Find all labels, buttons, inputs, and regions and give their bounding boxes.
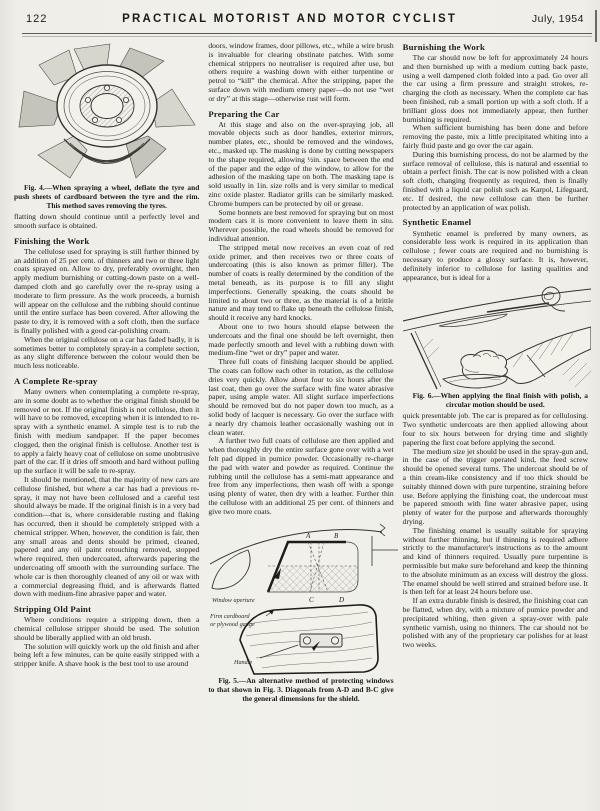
label-a: A — [306, 531, 311, 540]
paragraph: When sufficient burnishing has been done and before removing the paste, mix a little precipitated whiting into a fairly fluid paste and go over the car again. — [402, 123, 588, 151]
paragraph: About one to two hours should elapse between the undercoats and the final one should be left overnight, then made perfectly smooth and level with a rubbing down with medium-fine “wet or dry” paper and water. — [208, 322, 394, 358]
label-b: B — [334, 531, 339, 540]
figure-4-caption: Fig. 4.—When spraying a wheel, deflate the tyre and push sheets of cardboard between the tyre and the rim. This method saves removing the tyres. — [14, 183, 200, 211]
page-edge-mark — [595, 10, 597, 42]
paragraph: At this stage and also on the over-spraying job, all movable objects such as door handles, exterior mirrors, number plates, etc., should be removed and the windows, etc., masked up. The masking is done by cutting newspapers to the shape required, allowing ½in. space between the end of the paper and the edge of the window, to allow for the adhesion of the masking tape on both. The masking tape is sold usually in 1in. size rolls and is very similar to medical zinc oxide plaster. Radiator grills can be similarly masked. Chrome bumpers can be protected by oil or grease. — [208, 119, 394, 208]
paragraph: If an extra durable finish is desired, the finishing coat can be flatted, when dry, with a mixture of pumice powder and precipitated whiting, then given a spray-over with pale synthetic varnish, using no thinners. The car should not be polished with any of the proprietary car polishes for at least two weeks. — [402, 596, 588, 650]
figure-6-caption: Fig. 6.—When applying the final finish with polish, a circular motion should be used. — [412, 391, 588, 410]
figure-4 — [14, 43, 199, 210]
column-1 — [14, 42, 199, 803]
handle-label: Handle — [234, 658, 253, 666]
paragraph: Where conditions require a stripping down, then a chemical cellulose stripper should be used. The solution should be liberally applied with an old brush. — [14, 615, 200, 642]
column-2 — [208, 42, 393, 803]
section-heading-burnishing: Burnishing the Work — [402, 42, 485, 52]
window-shape — [268, 542, 358, 592]
figure-6 — [403, 283, 588, 409]
column-3 — [403, 42, 588, 803]
header-rule-top — [22, 33, 592, 34]
cardboard-gauge-shape — [240, 604, 378, 673]
article-body — [14, 42, 588, 803]
paragraph: flatting down should continue until a perfectly level and smooth surface is obtained. — [14, 212, 200, 230]
journal-title: PRACTICAL MOTORIST AND MOTOR CYCLIST — [122, 12, 458, 26]
label-c: C — [309, 595, 314, 604]
section-heading-finishing: Finishing the Work — [14, 235, 90, 246]
window-aperture-shape — [212, 550, 250, 589]
paragraph: Some bonnets are best removed for spraying but on most modern cars it is more convenient to leave them in situ. Wherever possible, the road wheels should be removed for individual attention. — [208, 207, 394, 244]
paragraph: The stripped metal now receives an even coat of red oxide primer, and then receives two or three coats of undercoating (this is also known as primer filler). The number of coats is really determined by the condition of the metal beneath, as its purpose is to fill any slight imperfections. Generally speaking, the coats should be limited to about two or three, as the material is of a brittle nature and may tend to flake up beneath the cellulose finish, should it receive any hard knocks. — [208, 242, 394, 323]
cardboard-label-line2: or plywood gauge — [210, 620, 256, 628]
section-heading-preparing: Preparing the Car — [208, 108, 280, 119]
masthead — [26, 13, 584, 25]
paragraph: During this burnishing process, do not be alarmed by the surface removal of cellulose, this is natural and essential to obtain a perfect finish. The car is now polished with a clean soft cloth, changing frequently as required, then is finally finished with a liquid car polish such as Karpol, Lifeguard, etc. If desired, the new cellulose can then be further protected by an application of wax polish. — [402, 149, 588, 212]
paragraph: Three full coats of finishing lacquer should be applied. The coats can follow each other in rotation, as the cellulose dries very quickly. Allow about four to six hours after the last coat, then go over the surface with fine water abrasive paper, using ample water. All slight surface imperfections should be removed but do not paper down too much, as a solid body of lacquer is necessary. Go over the surface with a nearly dry chamois leather occasionally washing out in clean water. — [208, 357, 394, 437]
label-d: D — [339, 595, 345, 604]
paragraph: The solution will quickly work up the old finish and after being left a few minutes, can be quite easily stripped with a stripper knife. A shave hook is the best tool to use around — [14, 641, 200, 669]
paragraph: doors, window frames, door pillows, etc., while a wire brush is invaluable for clearing obstinate patches. With some chemical strippers no neutraliser is required after use, but others require a washing down with either turpentine or petrol to “kill” the chemical. After the stripping, paper the surface down with medium emery paper—do not use “wet or dry” at this stage—otherwise rust will form. — [208, 41, 394, 103]
paragraph: Many owners when contemplating a complete re-spray, are in some doubt as to whether the original finish should be removed or not. If the original finish is not cellulose, then it will have to be removed, excepting when it is intended to re-spray with a synthetic enamel. A simple test is to rub the finish with medium sandpaper. If the paper becomes clogged, then the original finish is cellulose. Another test is to apply a fairly heavy coat of cellulose on some unobtrusive part of the car. If it dries off smooth and hard without pulling up the surface it will be safe to re-spray. — [14, 387, 200, 476]
window-aperture-label: Window aperture — [212, 596, 255, 604]
paragraph: Synthetic enamel is preferred by many owners, as considerable less work is required in its application than cellulose ; fewer coats are required and no burnishing is necessary to produce a glossy surface. It is, however, definitely inferior to cellulose for lasting qualities and appearance, but is ideal for a — [402, 228, 588, 282]
section-heading-enamel: Synthetic Enamel — [402, 217, 472, 228]
wheel-cardboard-illustration — [14, 43, 200, 183]
polishing-hand-illustration — [403, 283, 591, 391]
header-rule-bottom — [22, 36, 592, 37]
paragraph: A further two full coats of cellulose are then applied and when thoroughly dry the entire surface gone over with a wet felt pad dipped in pumice powder. Occasionally re-charge the pad with water and powder as required. Continue the rubbing until the cellulose has a semi-matt appearance and free from any imperfections, then wash off with a sponge using plenty of water, then dry with a leather. Further thin the cellulose with an additional 25 per cent. of thinners and give two more coats. — [208, 436, 394, 516]
window-shield-diagram — [208, 518, 400, 676]
paragraph: quick presentable job. The car is prepared as for cellulosing. Two synthetic undercoats are then applied allowing about four to six hours between for drying time and slightly papering the first coat before applying the second. — [402, 411, 588, 447]
issue-date: July, 1954 — [531, 13, 584, 25]
section-heading-respray: A Complete Re-spray — [14, 375, 98, 386]
page-number: 122 — [26, 13, 48, 25]
wheel-rim — [57, 65, 157, 147]
car-roof-outline — [210, 524, 398, 566]
cardboard-label-line1: Firm cardboard — [210, 612, 250, 620]
figure-5-caption: Fig. 5.—An alternative method of protecting windows to that shown in Fig. 3. Diagonals from A-D and B-C give the general dimensions for the shield. — [208, 675, 394, 703]
paragraph: When the original cellulose on a car has faded badly, it is sometimes better to completely spray-in a complete section, as any slight difference between the colour would then be much less noticeable. — [14, 334, 200, 371]
paragraph: The car should now be left for approximately 24 hours and then burnished up with a medium cutting back paste, using a well dampened cloth folded into a pad. Go over all the car using a firm pressure and straight strokes, re-charging the cloth as necessary. When the complete car has been finished, rub a small portion up with a soft cloth. If a brilliant gloss does not immediately appear, then further burnishing is required. — [402, 53, 588, 124]
paragraph: It should be mentioned, that the majority of new cars are cellulose finished, but where a car has had a previous re-spray, it may not have been cellulosed and a careful test should always be made. If the original finish is in a very bad condition—that is, where considerable rusting and flaking has occurred, then it should be completely stripped with a chemical stripper. When, however, the condition is fair, then any small areas and dents should be primed, cleaned, papered and any oil paint retouching removed, stopped where required, then undercoated, afterwards papering the undercoating off smooth with the surrounding surface. The whole car is then thoroughly cleaned of any oil or wax with a commercial degreasing fluid, and is afterwards flatted down with medium-fine abrasive paper and water. — [14, 475, 200, 599]
paragraph: The medium size jet should be used in the spray-gun and, in the case of the trigger operated kind, the feed screw should be opened several turns. The undercoat should be of a thin cream-like consistency and if too thick should be suitably thinned down with pure turpentine, straining before use. Before applying the finishing coat, the undercoat must be papered smooth with fine water abrasive paper, using plenty of water for the purpose and afterwards thoroughly drying. — [402, 446, 588, 526]
section-heading-stripping: Stripping Old Paint — [14, 604, 92, 615]
arm-sleeve — [499, 327, 591, 384]
figure-5 — [208, 518, 393, 703]
paragraph: The cellulose used for spraying is still further thinned by an addition of 25 per cent. of thinners and two or three light coats sprayed on. Allow to dry, preferably overnight, then apply medium burnishing or cutting-down paste on a well-damped cloth and go carefully over the re-spray using a moderate to firm pressure. As the work proceeds, a burnish will appear on the cellulose and the rubbing should continue until the entire surface has been covered. After allowing the paste to dry, it is removed with a soft cloth, then the surface is finally polished with a good car-polishing cream. — [14, 246, 200, 335]
paragraph: The finishing enamel is usually suitable for spraying without further thinning, but if thinning is required adhere strictly to the manufacturer's instructions as to the amount and kind of thinners required. Usually pure turpentine is permissible but make sure beforehand and keep the thinning to the absolute minimum as an excess will destroy the gloss. The enamel should be well stirred and strained before use. It is then left for at least 24 hours before use. — [402, 525, 588, 597]
